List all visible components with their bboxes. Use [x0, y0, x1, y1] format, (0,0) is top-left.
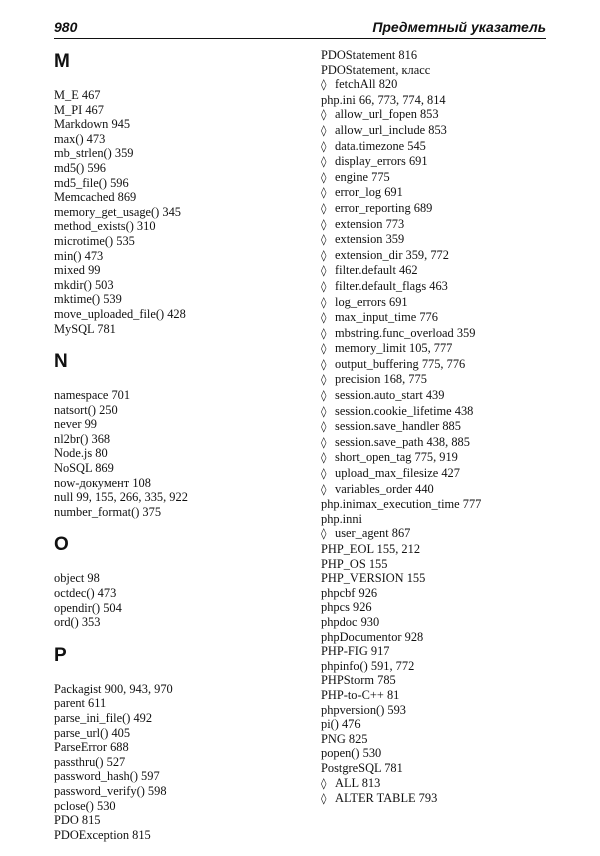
index-entry: M_E 467 — [54, 88, 101, 102]
index-entry — [321, 48, 551, 63]
diamond-icon: ◊ — [321, 420, 327, 434]
entry-text: ALL 813 — [335, 775, 381, 790]
index-entry — [321, 644, 551, 659]
index-subentry — [321, 419, 551, 435]
diamond-icon: ◊ — [321, 435, 327, 449]
diamond-icon: ◊ — [321, 792, 327, 806]
index-entry: method_exists() 310 — [54, 219, 156, 234]
entry-text: error_log 691 — [335, 185, 403, 200]
diamond-icon: ◊ — [321, 404, 327, 418]
index-entry — [321, 497, 551, 512]
index-subentry — [321, 450, 551, 466]
index-entry: memory_get_usage() 345 — [54, 204, 181, 219]
index-entry — [321, 63, 551, 78]
index-subentry — [321, 154, 551, 170]
entry-text: extension_dir 359, 772 — [335, 247, 449, 262]
index-subentry — [321, 217, 551, 233]
section-letter: O — [54, 534, 69, 556]
running-title: Предметный указатель — [372, 19, 546, 35]
entry-text: memory_limit 105, 777 — [335, 341, 453, 356]
entry-text: php.ini 66, 773, 774, 814 — [321, 92, 446, 107]
index-entry: parse_ini_file() 492 — [54, 711, 153, 725]
page-number: 980 — [54, 19, 78, 35]
index-subentry — [321, 170, 551, 186]
index-subentry — [321, 295, 551, 311]
entry-text: session.save_path 438, 885 — [335, 434, 470, 449]
diamond-icon: ◊ — [321, 295, 327, 309]
entry-text: session.save_handler 885 — [335, 419, 461, 434]
entry-text: error_reporting 689 — [335, 200, 433, 215]
entry-text: output_buffering 775, 776 — [335, 356, 466, 371]
index-entry: PDO 815 — [54, 813, 101, 828]
index-subentry — [321, 263, 551, 279]
index-entry — [321, 732, 551, 747]
index-entry: ord() 353 — [54, 615, 101, 630]
index-entry: Node.js 80 — [54, 446, 108, 461]
diamond-icon: ◊ — [321, 326, 327, 340]
entry-text: PHP-to-C++ 81 — [321, 687, 400, 702]
entry-text: extension 359 — [335, 232, 405, 247]
diamond-icon: ◊ — [321, 373, 327, 387]
diamond-icon: ◊ — [321, 264, 327, 278]
index-subentry — [321, 388, 551, 404]
entry-text: filter.default_flags 463 — [335, 278, 448, 293]
diamond-icon: ◊ — [321, 78, 327, 92]
index-entry: namespace 701 — [54, 388, 131, 403]
entry-text: PDOStatement 816 — [321, 48, 418, 62]
index-subentry — [321, 201, 551, 217]
section-letter: M — [54, 51, 70, 72]
index-section — [54, 350, 294, 519]
index-entry: min() 473 — [54, 248, 104, 263]
entry-text: PostgreSQL 781 — [321, 760, 403, 775]
entry-text: php.inimax_execution_time 777 — [321, 497, 482, 512]
index-entry: mixed 99 — [54, 263, 101, 278]
diamond-icon: ◊ — [321, 123, 327, 137]
diamond-icon: ◊ — [321, 217, 327, 231]
entry-text: engine 775 — [335, 169, 390, 184]
entry-text: phpcs 926 — [321, 600, 372, 615]
index-subentry — [321, 791, 551, 807]
index-subentry — [321, 404, 551, 420]
index-column-right — [321, 48, 551, 807]
index-entry — [321, 512, 551, 527]
index-subentry — [321, 107, 551, 123]
index-section — [54, 533, 294, 629]
entry-text: popen() 530 — [321, 746, 382, 761]
diamond-icon: ◊ — [321, 248, 327, 262]
entry-text: pi() 476 — [321, 717, 361, 732]
index-entry — [321, 586, 551, 601]
entry-text: PHP_EOL 155, 212 — [321, 542, 421, 556]
index-entry — [321, 746, 551, 761]
index-entry: PDOException 815 — [54, 827, 151, 842]
index-entry: mktime() 539 — [54, 292, 122, 307]
index-entry — [321, 717, 551, 732]
diamond-icon: ◊ — [321, 342, 327, 356]
index-entry — [321, 571, 551, 586]
entry-text: PHPStorm 785 — [321, 673, 396, 688]
entry-text: filter.default 462 — [335, 263, 418, 278]
index-subentry — [321, 776, 551, 792]
index-entry: never 99 — [54, 417, 98, 432]
diamond-icon: ◊ — [321, 357, 327, 371]
index-entry — [321, 615, 551, 630]
index-entry: MySQL 781 — [54, 321, 116, 336]
index-subentry — [321, 341, 551, 357]
diamond-icon: ◊ — [321, 139, 327, 153]
diamond-icon: ◊ — [321, 389, 327, 403]
entry-text: log_errors 691 — [335, 294, 408, 309]
index-entry: password_verify() 598 — [54, 783, 167, 798]
entry-text: user_agent 867 — [335, 526, 411, 541]
index-section — [54, 50, 294, 336]
index-entry: pclose() 530 — [54, 798, 116, 813]
index-subentry — [321, 279, 551, 295]
entry-text: ALTER TABLE 793 — [335, 791, 438, 806]
index-subentry — [321, 77, 551, 93]
section-letter: N — [54, 351, 68, 373]
diamond-icon: ◊ — [321, 170, 327, 184]
index-entry: ParseError 688 — [54, 740, 129, 755]
index-entry: password_hash() 597 — [54, 769, 160, 784]
index-entry: md5_file() 596 — [54, 175, 129, 190]
diamond-icon: ◊ — [321, 482, 327, 496]
index-entry: octdec() 473 — [54, 586, 117, 601]
index-subentry — [321, 482, 551, 498]
index-entry: Memcached 869 — [54, 190, 137, 205]
index-entry: nl2br() 368 — [54, 431, 111, 446]
index-column-left — [54, 48, 294, 856]
index-subentry — [321, 372, 551, 388]
entry-text: extension 773 — [335, 216, 405, 231]
index-entry — [321, 761, 551, 776]
index-entry — [321, 542, 551, 557]
index-entry: object 98 — [54, 571, 100, 586]
index-subentry — [321, 526, 551, 542]
entry-text: allow_url_include 853 — [335, 122, 447, 137]
entry-text: session.cookie_lifetime 438 — [335, 403, 474, 418]
entry-text: php.inni — [321, 511, 362, 526]
index-entry: null 99, 155, 266, 335, 922 — [54, 490, 188, 505]
entry-text: PHP_VERSION 155 — [321, 571, 426, 586]
entry-text: data.timezone 545 — [335, 138, 426, 153]
index-entry: number_format() 375 — [54, 504, 162, 519]
index-subentry — [321, 248, 551, 264]
index-subentry — [321, 232, 551, 248]
entry-text: session.auto_start 439 — [335, 388, 445, 403]
index-subentry — [321, 185, 551, 201]
diamond-icon: ◊ — [321, 108, 327, 122]
entry-text: PHP_OS 155 — [321, 556, 388, 571]
index-entry: max() 473 — [54, 131, 106, 146]
index-subentry — [321, 466, 551, 482]
index-entry: M_PI 467 — [54, 102, 104, 117]
index-entry — [321, 630, 551, 645]
index-entry: mb_strlen() 359 — [54, 146, 134, 161]
entry-text: fetchAll 820 — [335, 77, 398, 92]
diamond-icon: ◊ — [321, 527, 327, 541]
index-entry — [321, 600, 551, 615]
index-entry: natsort() 250 — [54, 402, 118, 417]
entry-text: PDOStatement, класс — [321, 62, 431, 77]
entry-text: short_open_tag 775, 919 — [335, 450, 458, 465]
diamond-icon: ◊ — [321, 451, 327, 465]
index-entry: move_uploaded_file() 428 — [54, 306, 186, 321]
index-entry: Markdown 945 — [54, 117, 131, 132]
entry-text: variables_order 440 — [335, 481, 434, 496]
index-entry: mkdir() 503 — [54, 277, 114, 292]
index-entry: microtime() 535 — [54, 233, 135, 248]
index-entry: parse_url() 405 — [54, 725, 131, 740]
entry-text: phpdoc 930 — [321, 614, 380, 629]
diamond-icon: ◊ — [321, 155, 327, 169]
index-entry: NoSQL 869 — [54, 461, 114, 476]
entry-text: mbstring.func_overload 359 — [335, 325, 476, 340]
entry-text: phpversion() 593 — [321, 702, 406, 717]
index-entry: parent 611 — [54, 696, 107, 711]
index-subentry — [321, 123, 551, 139]
index-entry — [321, 688, 551, 703]
entry-text: phpDocumentor 928 — [321, 629, 424, 644]
index-subentry — [321, 357, 551, 373]
entry-text: PHP-FIG 917 — [321, 644, 390, 659]
entry-text: allow_url_fopen 853 — [335, 107, 439, 122]
diamond-icon: ◊ — [321, 233, 327, 247]
index-entry: passthru() 527 — [54, 754, 126, 769]
diamond-icon: ◊ — [321, 201, 327, 215]
entry-text: precision 168, 775 — [335, 372, 427, 387]
diamond-icon: ◊ — [321, 776, 327, 790]
diamond-icon: ◊ — [321, 467, 327, 481]
entry-text: display_errors 691 — [335, 154, 428, 169]
index-section — [54, 644, 294, 843]
index-entry: Packagist 900, 943, 970 — [54, 681, 173, 696]
entry-text: upload_max_filesize 427 — [335, 466, 460, 481]
entry-text: max_input_time 776 — [335, 310, 438, 325]
section-letter: P — [54, 644, 67, 666]
index-entry — [321, 703, 551, 718]
index-entry: opendir() 504 — [54, 600, 122, 615]
entry-text: phpcbf 926 — [321, 585, 378, 600]
index-entry — [321, 673, 551, 688]
index-entry — [321, 93, 551, 108]
entry-text: phpinfo() 591, 772 — [321, 658, 415, 673]
page-header — [54, 18, 546, 39]
index-entry: now-документ 108 — [54, 475, 151, 490]
diamond-icon: ◊ — [321, 279, 327, 293]
index-subentry — [321, 139, 551, 155]
index-subentry — [321, 310, 551, 326]
index-entry — [321, 659, 551, 674]
index-entry — [321, 557, 551, 572]
index-subentry — [321, 326, 551, 342]
index-entry: md5() 596 — [54, 160, 106, 175]
entry-text: PNG 825 — [321, 731, 368, 746]
index-subentry — [321, 435, 551, 451]
diamond-icon: ◊ — [321, 186, 327, 200]
diamond-icon: ◊ — [321, 311, 327, 325]
